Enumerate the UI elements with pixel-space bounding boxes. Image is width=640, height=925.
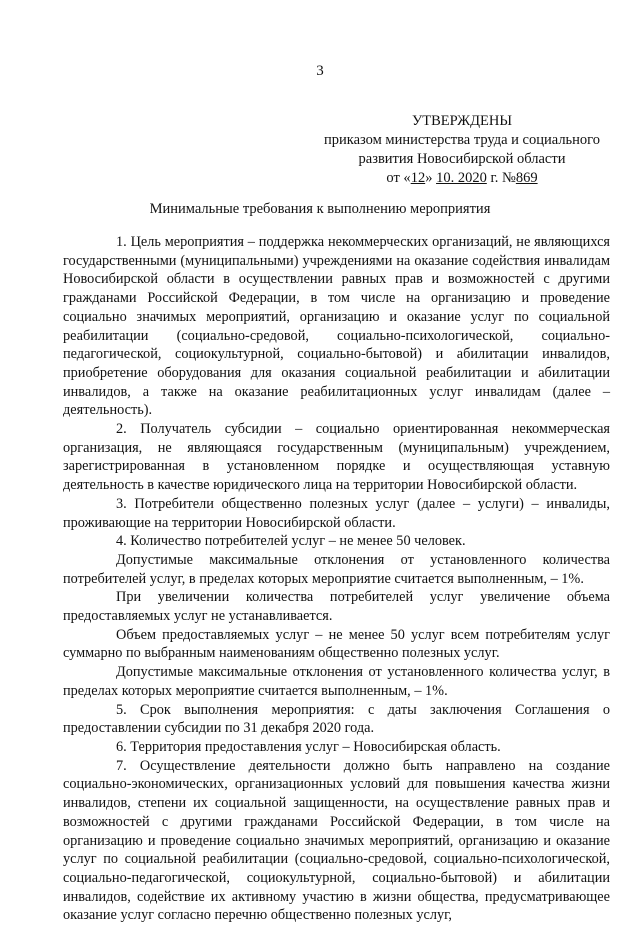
date-prefix: от « — [386, 170, 411, 186]
paragraph-2-recipient: 2. Получатель субсидии – социально ориентированная некоммерческая организация, не являющаяся государственным (муниципальным) учреждением, зарегистрированная в установленном порядке и осуществляющая уставную деятельность в качестве юридического лица на территории Новосибирской области. — [63, 421, 610, 494]
paragraph-volume-increase: При увеличении количества потребителей услуг увеличение объема предоставляемых услуг не устанавливается. — [63, 589, 610, 625]
document-title: Минимальные требования к выполнению мероприятия — [149, 201, 491, 217]
approval-line-1: приказом министерства труда и социального — [323, 132, 601, 148]
paragraph-6-territory: 6. Территория предоставления услуг – Новосибирская область. — [116, 738, 501, 755]
paragraph-3-consumers: 3. Потребители общественно полезных услуг (далее – услуги) – инвалиды, проживающие на территории Новосибирской области. — [63, 495, 610, 531]
approval-day: 12 — [410, 170, 426, 186]
paragraph-1-goal: 1. Цель мероприятия – поддержка некоммерческих организаций, не являющихся государственными (муниципальными) учреждениями на оказание содействия инвалидам Новосибирской области в осуществлении равных прав и возможностей с другими гражданами Российской Федерации, в том числе на организацию и проведение социально значимых мероприятий, организацию и оказание услуг по социальной реабилитации (социально-средовой, социально-психологической, социально-педагогической, социокультурной, социально-бытовой) и абилитации инвалидов, приобретение оборудования для оказания социальной реабилитации и абилитации инвалидов, а также на оказание реабилитационных услуг инвалидам (далее – деятельность). — [63, 234, 610, 419]
approval-number: 869 — [515, 170, 538, 186]
paragraph-7-activity: 7. Осуществление деятельности должно быть направлено на создание социально-экономических, организационных условий для повышения качества жизни инвалидов, степени их социальной защищенности, на осуществление равных прав и возможностей с другими гражданами Российской Федерации, в том числе на организацию и проведение социально значимых мероприятий, организацию и оказание услуг по социальной реабилитации (социально-средовой, социально-психологической, социально-педагогической, социокультурной, социально-бытовой) и абилитации инвалидов, содействие их активному участию в жизни общества, предусматривающее оказание услуг согласно перечню общественно полезных услуг, — [63, 757, 610, 924]
page-number: 3 — [316, 63, 324, 79]
approval-month-year: 10. 2020 — [436, 170, 487, 186]
paragraph-consumer-deviation: Допустимые максимальные отклонения от установленного количества потребителей услуг, в пределах которых мероприятие считается выполненным, – 1%. — [63, 551, 610, 587]
paragraph-service-deviation: Допустимые максимальные отклонения от установленного количества услуг, в пределах которых мероприятие считается выполненным, – 1%. — [63, 664, 610, 699]
paragraph-5-term: 5. Срок выполнения мероприятия: с даты заключения Соглашения о предоставлении субсидии по 31 декабря 2020 года. — [63, 701, 610, 737]
body-text — [63, 233, 610, 925]
approval-heading: УТВЕРЖДЕНЫ — [411, 113, 513, 129]
date-mid: » — [425, 170, 437, 186]
approval-block — [312, 112, 612, 188]
date-suffix: г. № — [486, 170, 516, 186]
approval-line-2: развития Новосибирской области — [358, 151, 566, 167]
paragraph-service-volume: Объем предоставляемых услуг – не менее 50 услуг всем потребителям услуг суммарно по выбранным наименованиям общественно полезных услуг. — [63, 626, 610, 662]
paragraph-4-consumer-count: 4. Количество потребителей услуг – не менее 50 человек. — [116, 533, 466, 550]
approval-date-line — [312, 169, 612, 188]
